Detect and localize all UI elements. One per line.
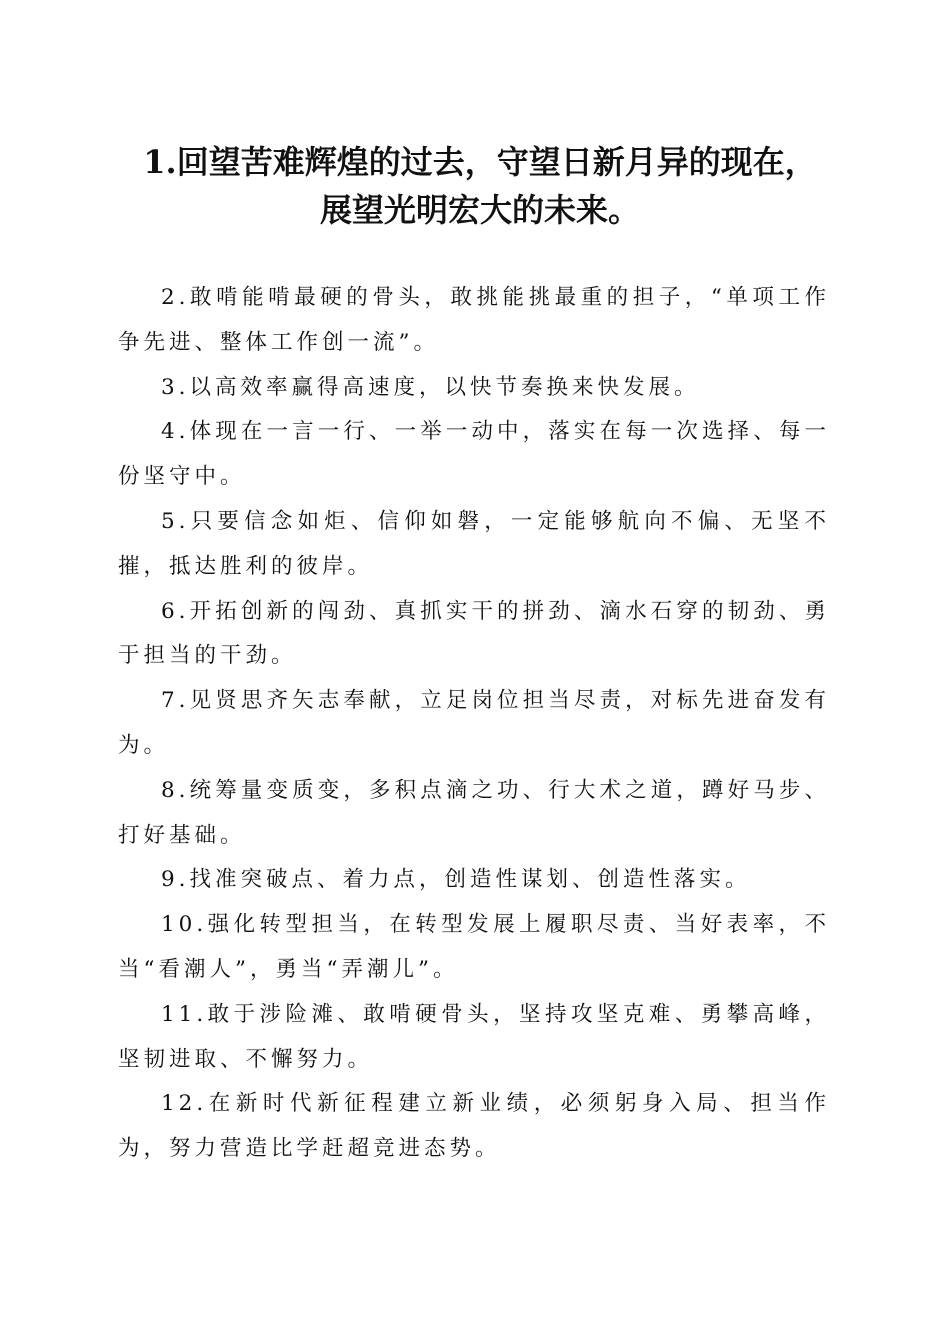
paragraph-3: 3.以高效率赢得高速度，以快节奏换来快发展。 [161, 374, 700, 400]
document-title [110, 138, 850, 234]
paragraph-8: 8.统筹量变质变，多积点滴之功、行大术之道，蹲好马步、打好基础。 [118, 777, 830, 848]
paragraph-7: 7.见贤思齐矢志奉献，立足岗位担当尽责，对标先进奋发有为。 [118, 688, 830, 758]
paragraph-11: 11.敢于涉险滩、敢啃硬骨头，坚持攻坚克难、勇攀高峰，坚韧进取、不懈努力。 [118, 1001, 830, 1072]
paragraph-5: 5.只要信念如炬、信仰如磐，一定能够航向不偏、无坚不摧，抵达胜利的彼岸。 [118, 508, 830, 579]
paragraph-6: 6.开拓创新的闯劲、真抓实干的拼劲、滴水石穿的韧劲、勇于担当的干劲。 [118, 598, 830, 669]
paragraph-4: 4.体现在一言一行、一举一动中，落实在每一次选择、每一份坚守中。 [118, 419, 830, 490]
title-line-1: 1.回望苦难辉煌的过去，守望日新月异的现在， [143, 143, 817, 181]
paragraph-2: 2.敢啃能啃最硬的骨头，敢挑能挑最重的担子，“单项工作争先进、整体工作创一流”。 [118, 285, 830, 355]
paragraph-12: 12.在新时代新征程建立新业绩，必须躬身入局、担当作为，努力营造比学赶超竞进态势。 [118, 1091, 830, 1162]
paragraph-10: 10.强化转型担当，在转型发展上履职尽责、当好表率，不当“看潮人”，勇当“弄潮儿”。 [118, 912, 830, 982]
document-body [118, 276, 830, 1172]
paragraph-9: 9.找准突破点、着力点，创造性谋划、创造性落实。 [161, 867, 751, 893]
title-line-2: 展望光明宏大的未来。 [319, 191, 640, 229]
